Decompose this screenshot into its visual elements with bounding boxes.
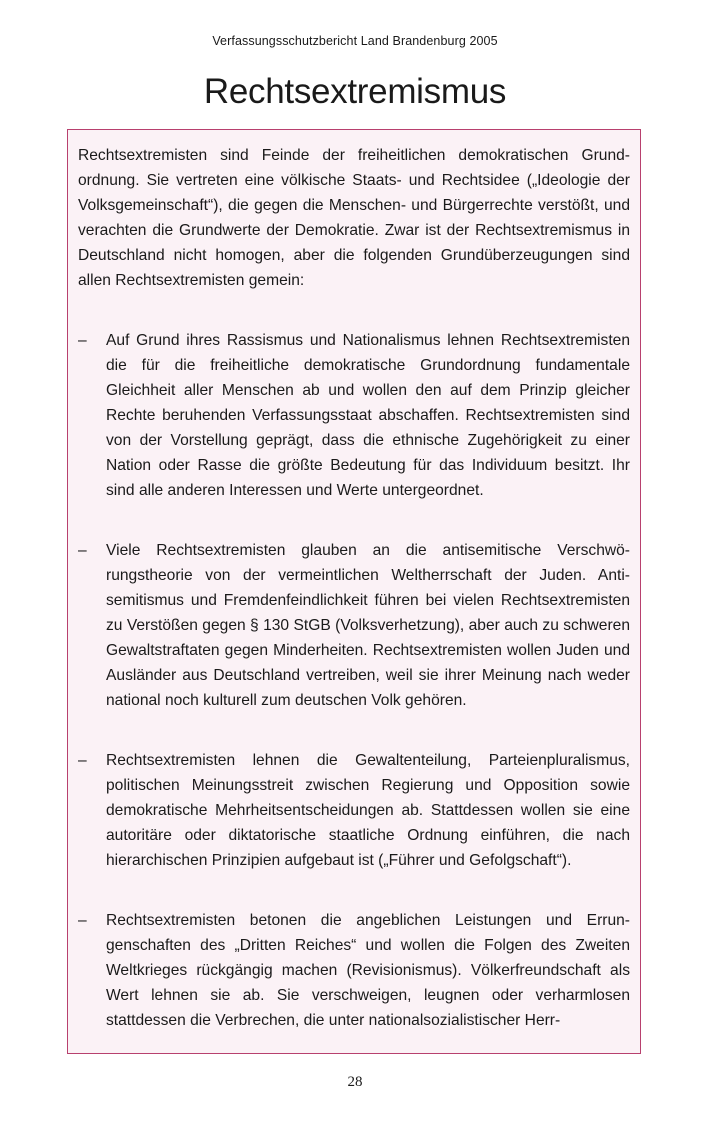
page-title: Rechtsextremismus xyxy=(203,72,507,111)
bullet-item xyxy=(78,328,630,503)
bullet-text: Viele Rechtsextremisten glauben an die antisemitische Verschwörungstheorie von der vermeintlichen Weltherrschaft der Juden. Antisemitismus und Fremdenfeindlichkeit führen bei vielen Rechtsextremisten zu Verstößen gegen § 130 StGB (Volksverhetzung), aber auch zu schweren Gewaltstraftaten gegen Minderheiten. Rechtsextremisten wollen Juden und Ausländer aus Deutschland vertreiben, weil sie ihrer Meinung nach weder national noch kulturell zum deutschen Volk gehören. xyxy=(106,542,630,709)
bullet-text: Auf Grund ihres Rassismus und Nationalismus lehnen Rechtsextremisten die für die freiheitliche demokratische Grundordnung fundamentale Gleichheit aller Menschen ab und wollen den auf dem Prinzip gleicher Rechte beruhenden Verfassungsstaat abschaffen. Rechtsextremisten sind von der Vorstellung geprägt, dass die ethnische Zugehörigkeit zu einer Nation oder Rasse die größte Bedeutung für das Individuum besitzt. Ihr sind alle anderen Interessen und Werte untergeordnet. xyxy=(106,332,630,499)
definition-box xyxy=(67,129,641,1054)
bullet-text: Rechtsextremisten betonen die angeblichen Leistungen und Errungenschaften des „Dritten Reiches“ und wollen die Folgen des Zweiten Weltkrieges rückgängig machen (Revisionismus). Völkerfreundschaft als Wert lehnen sie ab. Sie verschweigen, leugnen oder verharmlosen stattdessen die Verbrechen, die unter nationalsozialistischer Herr- xyxy=(106,912,630,1029)
bullet-item xyxy=(78,748,630,873)
bullet-dash: – xyxy=(78,332,87,349)
bullet-item xyxy=(78,908,630,1033)
bullet-dash: – xyxy=(78,752,87,769)
running-header: Verfassungsschutzbericht Land Brandenburg 2005 xyxy=(212,34,498,48)
bullet-dash: – xyxy=(78,542,87,559)
page-number: 28 xyxy=(347,1074,363,1090)
intro-paragraph: Rechtsextremisten sind Feinde der freiheitlichen demokratischen Grundordnung. Sie vertreten eine völkische Staats- und Rechtsidee („Ideologie der Volksgemeinschaft“), die gegen die Menschen- und Bürgerrechte verstößt, und verachten die Grundwerte der Demokratie. Zwar ist der Rechtsextremismus in Deutschland nicht homogen, aber die folgenden Grundüberzeugungen sind allen Rechtsextremisten gemein: xyxy=(78,147,630,289)
bullet-item xyxy=(78,538,630,713)
bullet-dash: – xyxy=(78,912,87,929)
bullet-text: Rechtsextremisten lehnen die Gewaltenteilung, Parteienpluralismus, politischen Meinungsstreit zwischen Regierung und Opposition sowie demokratische Mehrheitsentscheidungen ab. Stattdessen wollen sie eine autoritäre oder diktatorische staatliche Ordnung einführen, die nach hierarchischen Prinzipien aufgebaut ist („Führer und Gefolgschaft“). xyxy=(106,752,630,869)
